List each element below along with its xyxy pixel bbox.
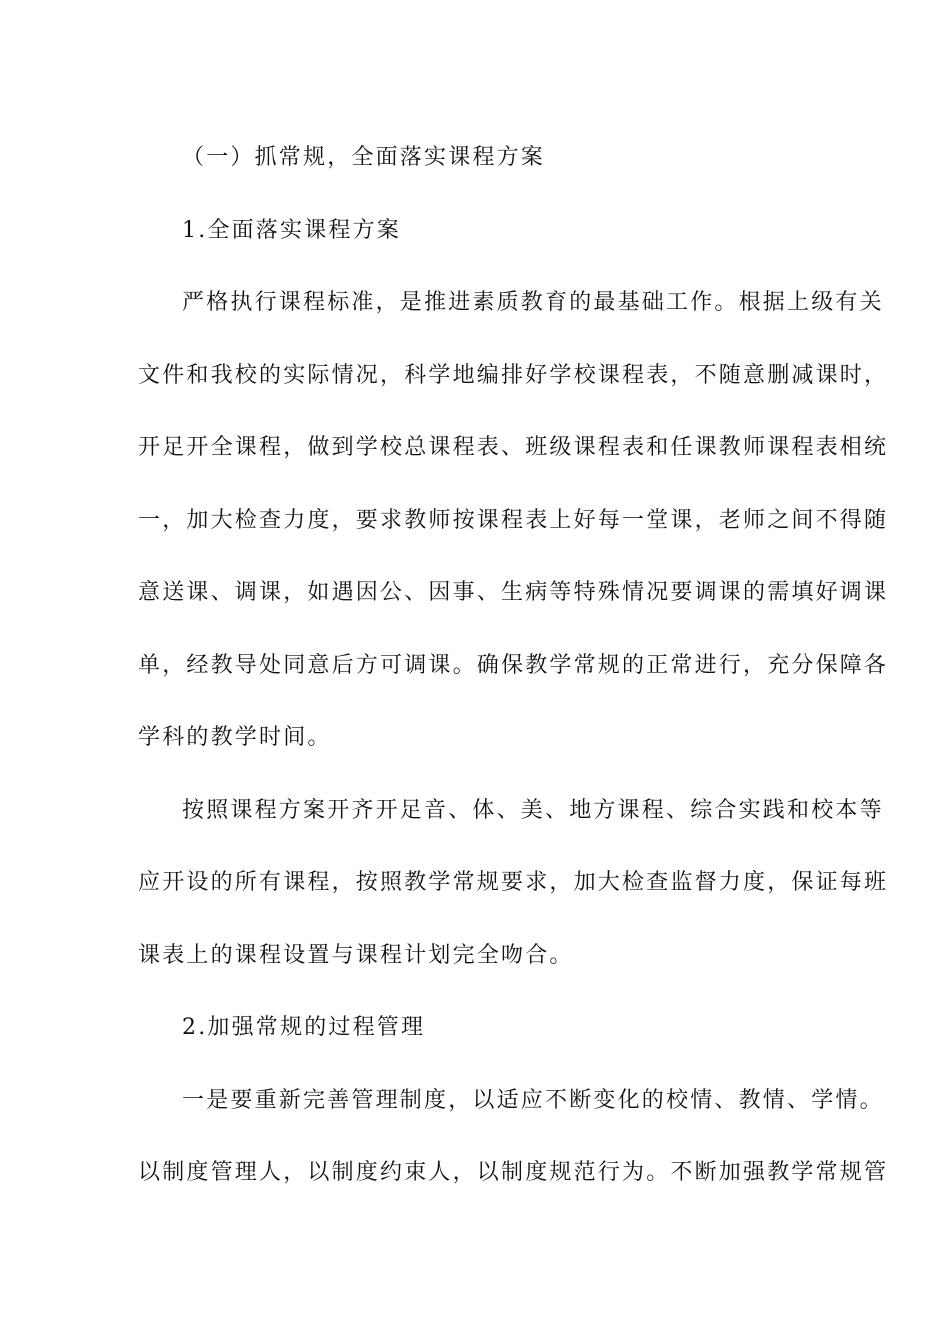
paragraph-line: 单，经教导处同意后方可调课。确保教学常规的正常进行，充分保障各 bbox=[138, 652, 889, 678]
paragraph-line: 按照课程方案开齐开足音、体、美、地方课程、综合实践和校本等 bbox=[182, 797, 884, 823]
section-heading: （一）抓常规，全面落实课程方案 bbox=[182, 145, 546, 170]
paragraph-line: 一是要重新完善管理制度，以适应不断变化的校情、教情、学情。 bbox=[182, 1087, 884, 1113]
paragraph-line: 一，加大检查力度，要求教师按课程表上好每一堂课，老师之间不得随 bbox=[138, 507, 889, 533]
document-body bbox=[138, 138, 889, 1226]
paragraph-line: 意送课、调课，如遇因公、因事、生病等特殊情况要调课的需填好调课 bbox=[138, 580, 889, 605]
subsection-heading: 1.全面落实课程方案 bbox=[182, 217, 401, 243]
paragraph-line: 应开设的所有课程，按照教学常规要求，加大检查监督力度，保证每班 bbox=[138, 870, 889, 895]
paragraph-line: 文件和我校的实际情况，科学地编排好学校课程表，不随意删减课时， bbox=[138, 362, 889, 388]
paragraph-line: 学科的教学时间。 bbox=[138, 725, 332, 750]
paragraph-line: 严格执行课程标准，是推进素质教育的最基础工作。根据上级有关 bbox=[182, 290, 884, 315]
paragraph-line: 开足开全课程，做到学校总课程表、班级课程表和任课教师课程表相统 bbox=[138, 435, 889, 460]
paragraph-line: 以制度管理人，以制度约束人，以制度规范行为。不断加强教学常规管 bbox=[138, 1160, 889, 1185]
paragraph-line: 课表上的课程设置与课程计划完全吻合。 bbox=[138, 942, 574, 968]
subsection-heading: 2.加强常规的过程管理 bbox=[182, 1015, 426, 1040]
